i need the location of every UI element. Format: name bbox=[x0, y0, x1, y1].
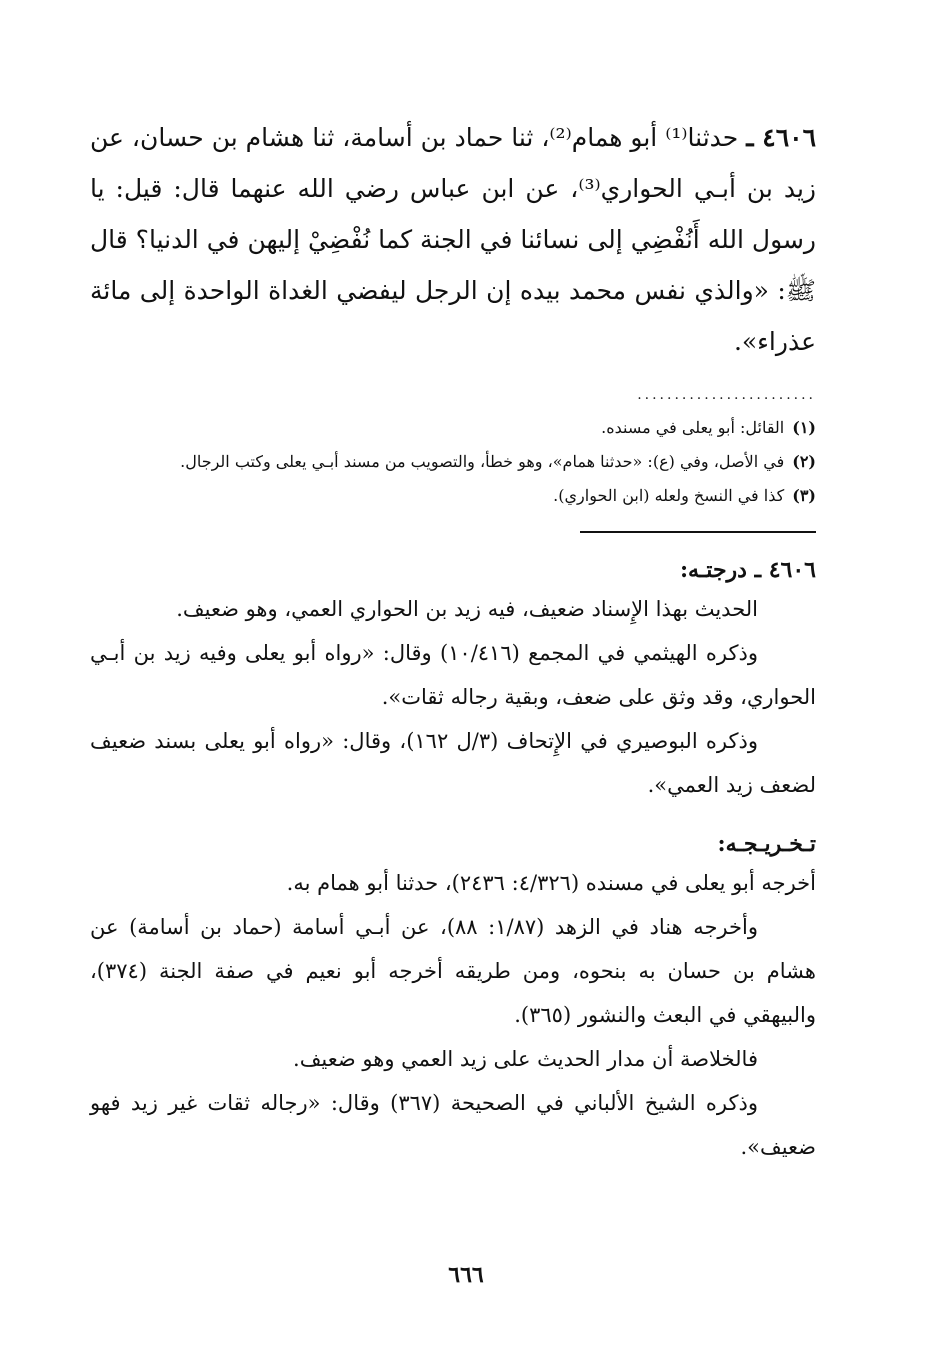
hadith-number: ٤٦٠٦ ـ bbox=[746, 123, 816, 152]
grading-paragraph: وذكره البوصيري في الإِتحاف (٣/ل ١٦٢)، وقال: «رواه أبو يعلى بسند ضعيف لضعف زيد العمي». bbox=[90, 729, 816, 797]
hadith-text-block bbox=[90, 112, 816, 367]
grading-heading: ٤٦٠٦ ـ درجتـه: bbox=[679, 557, 816, 583]
hadith-body: حدثنا⁽¹⁾ أبو همام⁽²⁾، ثنا حماد بن أسامة، ثنا هشام بن حسان، عن زيد بن أبـي الحواري⁽³⁾، عن ابن عباس رضي الله عنهما قال: قيل: يا رسول الله أَنُفْضِي إلى نسائنا في الجنة كما نُفْضِيْ إليهن في الدنيا؟ قال ﷺ: «والذي نفس محمد بيده إن الرجل ليفضي الغداة الواحدة إلى مائة عذراء». bbox=[90, 123, 816, 356]
grading-paragraph: وذكره الهيثمي في المجمع (١٠/٤١٦) وقال: «رواه أبو يعلى وفيه زيد بن أبـي الحواري، وقد وثق على ضعف، وبقية رجاله ثقات». bbox=[90, 641, 816, 709]
footnote-text: كذا في النسخ ولعله (ابن الحواري). bbox=[553, 486, 785, 505]
footnote-number: (١) bbox=[792, 418, 816, 437]
takhrij-paragraph: وذكره الشيخ الألباني في الصحيحة (٣٦٧) وقال: «رجاله ثقات غير زيد فهو ضعيف». bbox=[90, 1091, 816, 1159]
footnote-number: (٢) bbox=[792, 452, 816, 471]
footnote-item bbox=[90, 411, 816, 445]
footnote-text: القائل: أبو يعلى في مسنده. bbox=[601, 418, 785, 437]
takhrij-paragraph: فالخلاصة أن مدار الحديث على زيد العمي وهو ضعيف. bbox=[293, 1047, 758, 1071]
takhrij-paragraph: وأخرجه هناد في الزهد (١/٨٧: ٨٨)، عن أبـي أسامة (حماد بن أسامة) عن هشام بن حسان به بنحوه، ومن طريقه أخرجه أبو نعيم في صفة الجنة (٣٧٤)، والبيهقي في البعث والنشور (٣٦٥). bbox=[90, 915, 816, 1027]
footnote-item bbox=[90, 479, 816, 513]
book-page bbox=[90, 112, 816, 1169]
grading-paragraph: الحديث بهذا الإِسناد ضعيف، فيه زيد بن الحواري العمي، وهو ضعيف. bbox=[176, 597, 758, 621]
page-number: ٦٦٦ bbox=[448, 1262, 484, 1288]
footnote-separator-dots: ........................ bbox=[637, 387, 816, 401]
section-divider bbox=[580, 531, 816, 533]
takhrij-heading: تـخـريـجـه: bbox=[717, 831, 816, 857]
takhrij-paragraph: أخرجه أبو يعلى في مسنده (٤/٣٢٦: ٢٤٣٦)، حدثنا أبو همام به. bbox=[286, 871, 816, 895]
footnote-text: في الأصل، وفي (ع): «حدثنا همام»، وهو خطأ، والتصويب من مسند أبـي يعلى وكتب الرجال. bbox=[180, 452, 785, 471]
footnote-item bbox=[90, 445, 816, 479]
footnotes bbox=[90, 411, 816, 513]
footnote-number: (٣) bbox=[792, 486, 816, 505]
